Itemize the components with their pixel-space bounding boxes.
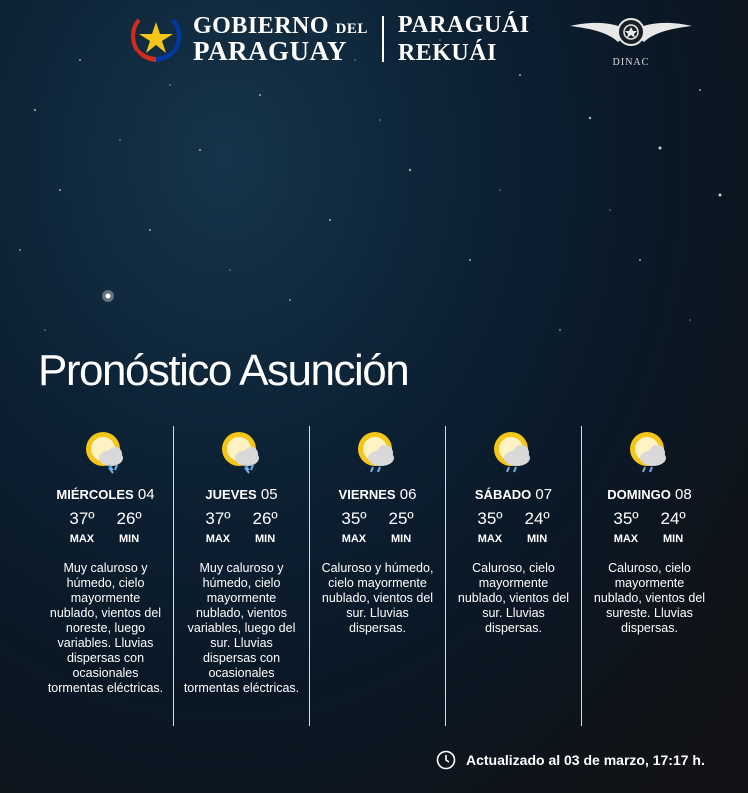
page-title: Pronóstico Asunción [38,346,409,395]
sun-cloud-rain-icon [355,430,401,474]
min-label: MIN [526,533,548,545]
min-label: MIN [662,533,684,545]
forecast-day-2 [173,426,309,726]
forecast-description: Caluroso, cielo mayormente nublado, vientos del sureste. Lluvias dispersas. [593,561,706,635]
paraguay-seal-icon [125,10,187,68]
forecast-description: Caluroso, cielo mayormente nublado, vientos del sur. Lluvias dispersas. [457,561,570,635]
forecast-day-3 [309,426,445,726]
day-name: SÁBADO 07 [474,486,553,503]
sun-cloud-rain-icon [491,430,537,474]
clock-icon [436,750,456,770]
min-temp: 24º [524,509,550,528]
max-temp: 35º [477,509,503,528]
min-temp: 26º [116,509,142,528]
temperatures [38,509,173,545]
sun-cloud-storm-icon [219,430,265,474]
forecast-description: Muy caluroso y húmedo, cielo mayormente nublado, vientos del noreste, luego variables. Lluvias dispersas con ocasionales tormentas eléctricas. [47,561,164,695]
forecast-description: Caluroso y húmedo, cielo mayormente nublado, vientos del sur. Lluvias dispersas. [321,561,434,635]
max-label: MAX [341,533,367,545]
temperatures [310,509,445,545]
max-label: MAX [477,533,503,545]
day-name: DOMINGO 08 [607,486,692,503]
max-temp: 35º [341,509,367,528]
day-name: VIERNES 06 [338,486,417,503]
forecast-description: Muy caluroso y húmedo, cielo mayormente nublado, vientos variables, luego del sur. Lluvias dispersas con ocasionales tormentas eléctricas. [183,561,300,695]
temperatures [582,509,717,545]
forecast-day-4 [445,426,581,726]
header-logos [125,10,529,68]
min-label: MIN [390,533,412,545]
max-label: MAX [69,533,95,545]
min-temp: 24º [660,509,686,528]
day-name: MIÉRCOLES 04 [56,486,155,503]
min-temp: 25º [388,509,414,528]
max-label: MAX [205,533,231,545]
max-temp: 35º [613,509,639,528]
logo-divider [382,16,384,62]
max-temp: 37º [69,509,95,528]
forecast-row [38,426,717,726]
dinac-wings-icon [568,14,694,50]
paraguai-rekuai-logo: PARAGUÁI REKUÁI [397,12,530,66]
min-label: MIN [118,533,140,545]
max-label: MAX [613,533,639,545]
day-name: JUEVES 05 [205,486,278,503]
min-label: MIN [254,533,276,545]
forecast-day-5 [581,426,717,726]
gobierno-paraguay-logo: GOBIERNO DEL PARAGUAY [193,12,368,66]
dinac-logo: DINAC [568,14,694,68]
sun-cloud-storm-icon [83,430,129,474]
updated-timestamp: Actualizado al 03 de marzo, 17:17 h. [436,750,705,770]
min-temp: 26º [252,509,278,528]
temperatures [174,509,309,545]
sun-cloud-rain-icon [627,430,673,474]
forecast-day-1 [38,426,173,726]
max-temp: 37º [205,509,231,528]
temperatures [446,509,581,545]
